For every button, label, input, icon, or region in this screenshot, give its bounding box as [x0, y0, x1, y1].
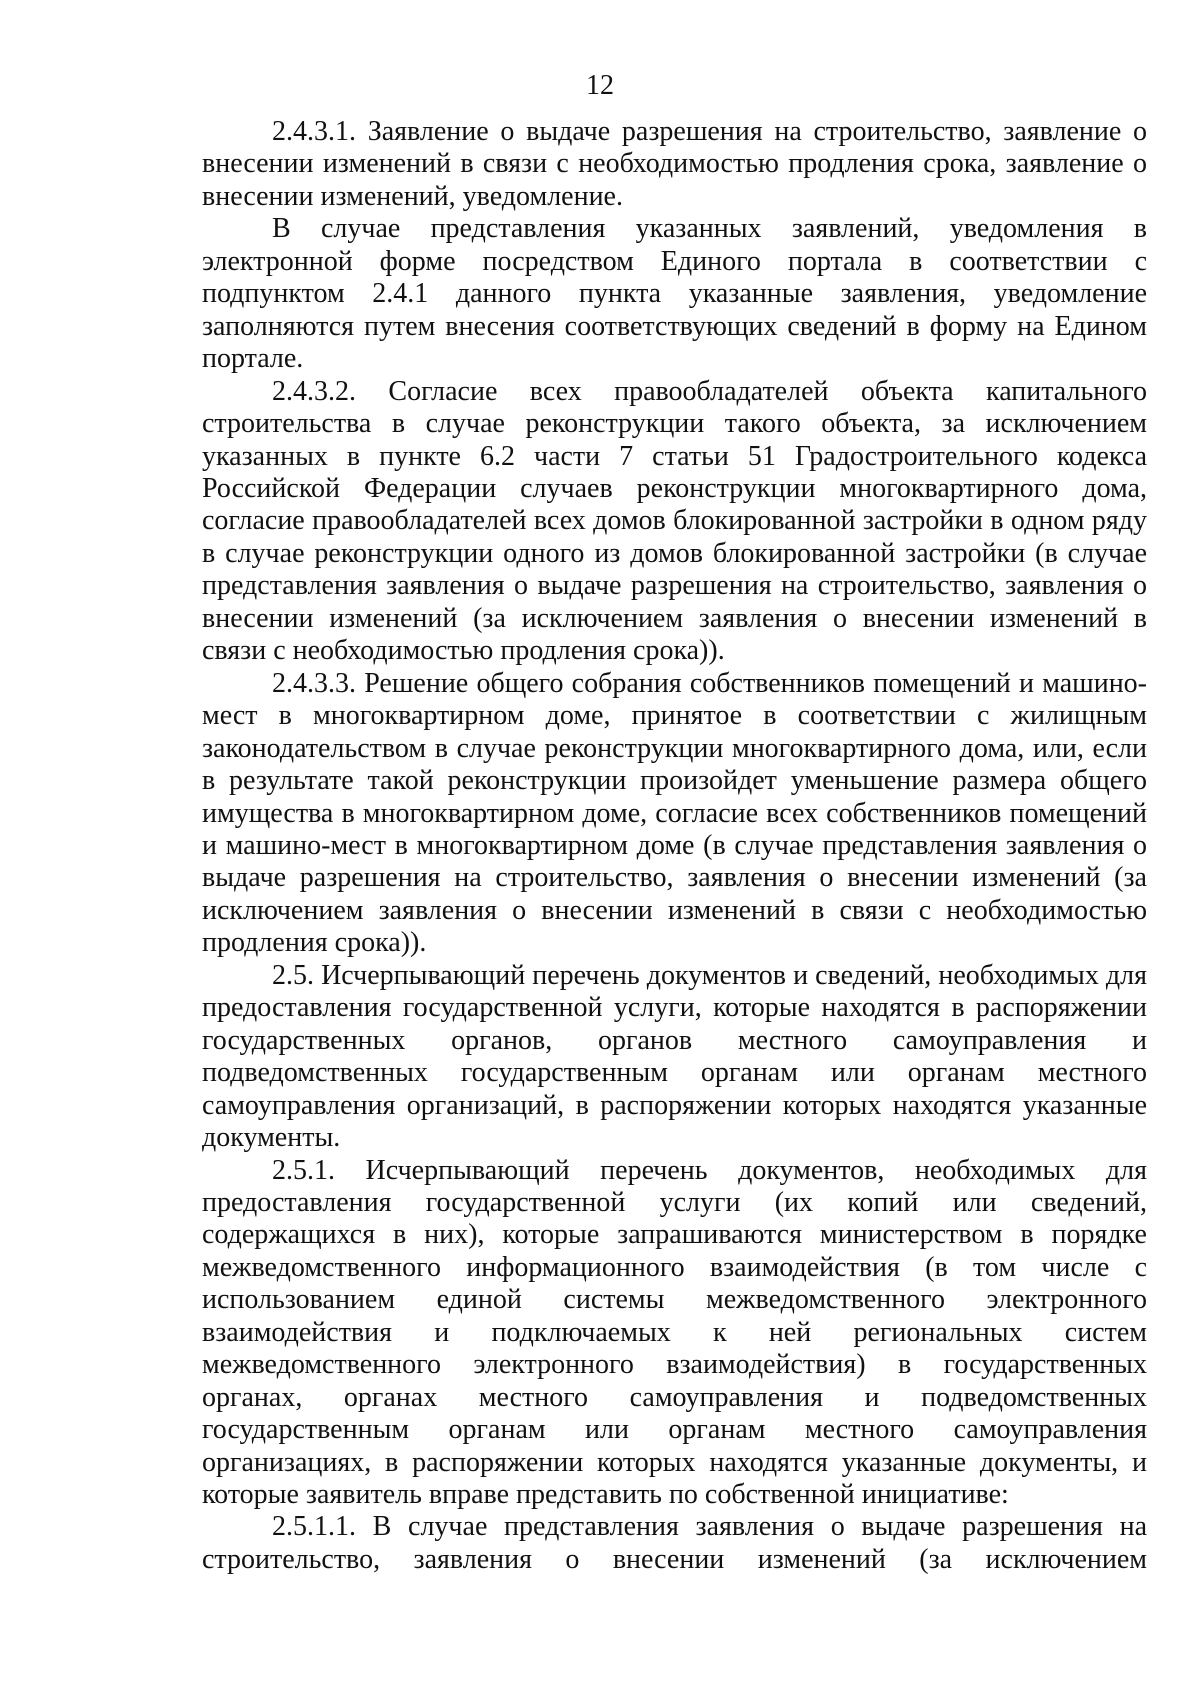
paragraph-2-4-3-3: 2.4.3.3. Решение общего собрания собственников помещений и машино-мест в многоквартирном доме, принятое в соответствии с жилищным законодательством в случае реконструкции многоквартирного дома, или, если в результате такой реконструкции произойдет уменьшение размера общего имущества в многоквартирном доме, согласие всех собственников помещений и машино-мест в многоквартирном доме (в случае представления заявления о выдаче разрешения на строительство, заявления о внесении изменений (за исключением заявления о внесении изменений в связи с необходимостью продления срока)). [202, 667, 1147, 959]
paragraph-electronic-form: В случае представления указанных заявлений, уведомления в электронной форме посредством Единого портала в соответствии с подпунктом 2.4.1 данного пункта указанные заявления, уведомление заполняются путем внесения соответствующих сведений в форму на Едином портале. [202, 213, 1147, 375]
document-body [202, 116, 1147, 1576]
paragraph-2-4-3-2: 2.4.3.2. Согласие всех правообладателей объекта капитального строительства в случае реконструкции такого объекта, за исключением указанных в пункте 6.2 части 7 статьи 51 Градостроительного кодекса Российской Федерации случаев реконструкции многоквартирного дома, согласие правообладателей всех домов блокированной застройки в одном ряду в случае реконструкции одного из домов блокированной застройки (в случае представления заявления о выдаче разрешения на строительство, заявления о внесении изменений (за исключением заявления о внесении изменений в связи с необходимостью продления срока)). [202, 375, 1147, 667]
paragraph-2-4-3-1: 2.4.3.1. Заявление о выдаче разрешения на строительство, заявление о внесении изменений в связи с необходимостью продления срока, заявление о внесении изменений, уведомление. [202, 116, 1147, 212]
page-number: 12 [586, 70, 614, 101]
paragraph-2-5: 2.5. Исчерпывающий перечень документов и сведений, необходимых для предоставления государственной услуги, которые находятся в распоряжении государственных органов, органов местного самоуправления и подведомственных государственным органам или органам местного самоуправления организаций, в распоряжении которых находятся указанные документы. [202, 959, 1147, 1154]
paragraph-2-5-1-1: 2.5.1.1. В случае представления заявления о выдаче разрешения на строительство, заявления о внесении изменений (за исключением [202, 1511, 1147, 1575]
paragraph-2-5-1: 2.5.1. Исчерпывающий перечень документов, необходимых для предоставления государственной услуги (их копий или сведений, содержащихся в них), которые запрашиваются министерством в порядке межведомственного информационного взаимодействия (в том числе с использованием единой системы межведомственного электронного взаимодействия и подключаемых к ней региональных систем межведомственного электронного взаимодействия) в государственных органах, органах местного самоуправления и подведомственных государственным органам или органам местного самоуправления организациях, в распоряжении которых находятся указанные документы, и которые заявитель вправе представить по собственной инициативе: [202, 1154, 1147, 1511]
